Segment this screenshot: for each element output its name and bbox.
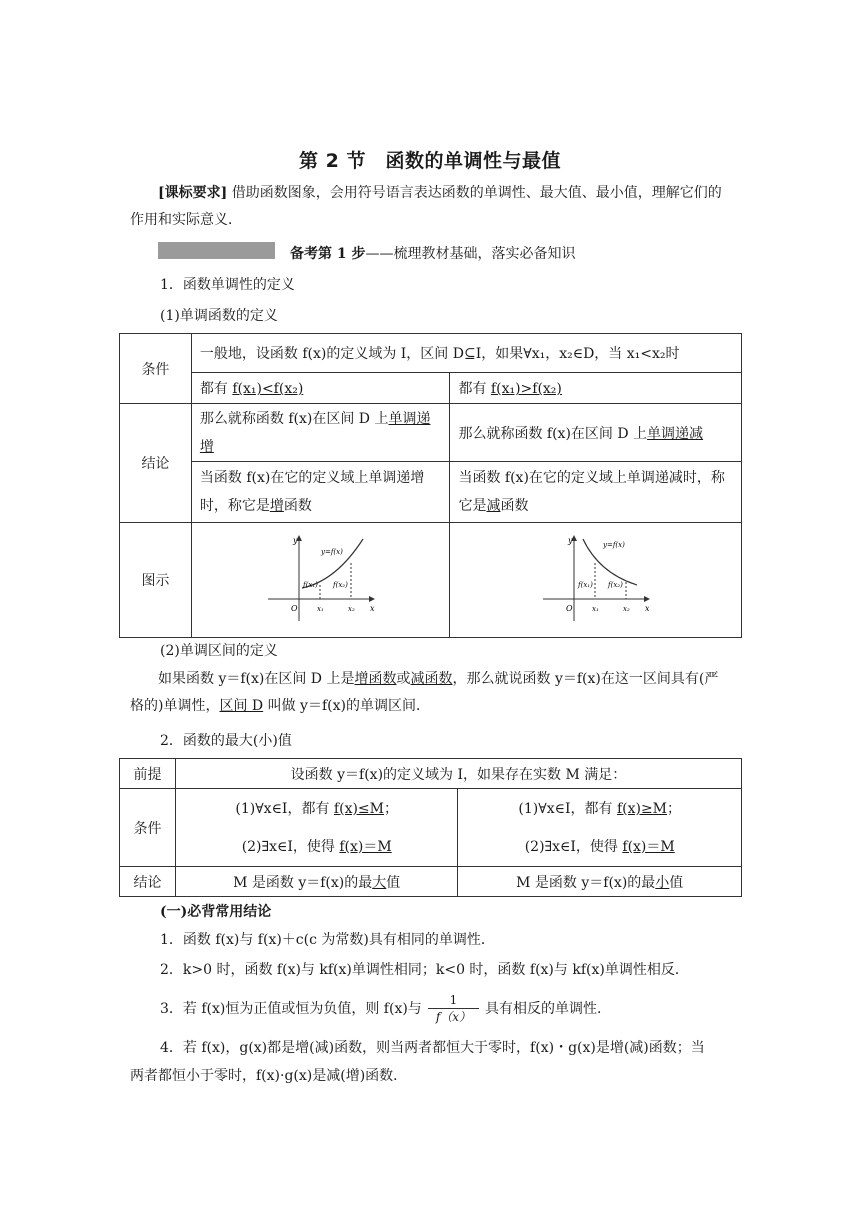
step-heading bbox=[290, 243, 576, 263]
premise-text-cell: 设函数 y＝f(x)的定义域为 I，如果存在实数 M 满足： bbox=[175, 759, 741, 789]
cond-label-cell-2: 条件 bbox=[120, 789, 176, 867]
section1-sub1: (1)单调函数的定义 bbox=[160, 308, 278, 324]
step-text: ——梳理教材基础，落实必备知识 bbox=[365, 246, 576, 262]
monotonic-table bbox=[119, 333, 742, 638]
svg-text:f(x₂): f(x₂) bbox=[607, 581, 623, 589]
svg-text:f(x₂): f(x₂) bbox=[332, 581, 348, 589]
svg-text:O: O bbox=[290, 604, 298, 613]
max-cond-cell: (1)∀x∈I，都有 f(x)≤M； (2)∃x∈I，使得 f(x)＝M bbox=[175, 789, 458, 867]
fraction: 1 f（x） bbox=[428, 992, 479, 1025]
conclusion-item-2: 2．k>0 时，函数 f(x)与 kf(x)单调性相同；k<0 时，函数 f(x)与 kf(x)单调性相反． bbox=[160, 962, 689, 978]
monotonic-interval-paragraph: 如果函数 y＝f(x)在区间 D 上是增函数或减函数，那么就说函数 y＝f(x)在这一区间具有(严格的)单调性，区间 D 叫做 y＝f(x)的单调区间． bbox=[130, 671, 719, 714]
inc-cond-cell: 都有 f(x₁)<f(x₂) bbox=[191, 373, 450, 404]
step-marker-bar bbox=[158, 242, 275, 259]
premise-label-cell: 前提 bbox=[120, 759, 176, 789]
dec-concl1-cell: 那么就称函数 f(x)在区间 D 上单调递减 bbox=[450, 404, 742, 462]
decreasing-graph bbox=[541, 533, 651, 623]
svg-text:y=f(x): y=f(x) bbox=[602, 541, 625, 549]
section1-sub2: (2)单调区间的定义 bbox=[160, 643, 278, 659]
page-title: 第 2 节 函数的单调性与最值 bbox=[299, 150, 561, 172]
svg-text:f(x₁): f(x₁) bbox=[302, 581, 318, 589]
step-label: 备考第 1 步 bbox=[290, 246, 366, 262]
section2-heading: 2．函数的最大(小)值 bbox=[160, 733, 292, 749]
requirement-label: [课标要求] bbox=[158, 185, 228, 201]
svg-text:y: y bbox=[567, 536, 573, 545]
conclusion-item-1: 1．函数 f(x)与 f(x)＋c(c 为常数)具有相同的单调性． bbox=[160, 932, 495, 948]
inc-concl1-cell: 那么就称函数 f(x)在区间 D 上单调递增 bbox=[191, 404, 450, 462]
maxmin-table bbox=[119, 758, 742, 897]
min-concl-cell: M 是函数 y＝f(x)的最小值 bbox=[458, 867, 742, 897]
svg-text:x₁: x₁ bbox=[591, 605, 599, 613]
max-concl-cell: M 是函数 y＝f(x)的最大值 bbox=[175, 867, 458, 897]
requirement-text: 借助函数图象，会用符号语言表达函数的单调性、最大值、最小值，理解它们的作用和实际意义． bbox=[130, 185, 722, 228]
concl-label-cell: 结论 bbox=[120, 404, 192, 523]
svg-text:x₁: x₁ bbox=[316, 605, 324, 613]
concl-label-cell-2: 结论 bbox=[120, 867, 176, 897]
svg-text:x₂: x₂ bbox=[347, 605, 355, 613]
svg-text:O: O bbox=[565, 604, 573, 613]
svg-text:y: y bbox=[292, 536, 298, 545]
cond-label-cell: 条件 bbox=[120, 334, 192, 404]
min-cond-cell: (1)∀x∈I，都有 f(x)≥M； (2)∃x∈I，使得 f(x)＝M bbox=[458, 789, 742, 867]
section1-heading: 1．函数单调性的定义 bbox=[160, 277, 295, 293]
svg-text:x₂: x₂ bbox=[622, 605, 630, 613]
requirement-paragraph bbox=[130, 180, 730, 234]
increasing-graph bbox=[266, 533, 376, 623]
svg-text:x: x bbox=[369, 604, 375, 613]
conclusion-item-3: 3．若 f(x)恒为正值或恒为负值，则 f(x)与 1 f（x） 具有相反的单调性． bbox=[160, 992, 612, 1024]
svg-text:y=f(x): y=f(x) bbox=[320, 548, 343, 556]
conclusion-item-4-line1: 4．若 f(x)，g(x)都是增(减)函数，则当两者都恒大于零时，f(x)・g(x)是增(减)函数；当 bbox=[160, 1040, 705, 1056]
svg-text:f(x₁): f(x₁) bbox=[577, 581, 593, 589]
dec-concl2-cell: 当函数 f(x)在它的定义域上单调递减时，称它是减函数 bbox=[450, 462, 742, 523]
cond-text-cell: 一般地，设函数 f(x)的定义域为 I，区间 D⊆I，如果∀x₁，x₂∈D，当 x₁<x₂时 bbox=[191, 334, 741, 373]
conclusion-item-4-line2: 两者都恒小于零时，f(x)·g(x)是减(增)函数． bbox=[130, 1068, 408, 1084]
graph-label-cell: 图示 bbox=[120, 523, 192, 638]
svg-text:x: x bbox=[644, 604, 650, 613]
dec-graph-cell bbox=[450, 523, 742, 638]
conclusions-heading: (一)必背常用结论 bbox=[160, 904, 272, 920]
inc-concl2-cell: 当函数 f(x)在它的定义域上单调递增时，称它是增函数 bbox=[191, 462, 450, 523]
inc-graph-cell bbox=[191, 523, 450, 638]
dec-cond-cell: 都有 f(x₁)>f(x₂) bbox=[450, 373, 742, 404]
